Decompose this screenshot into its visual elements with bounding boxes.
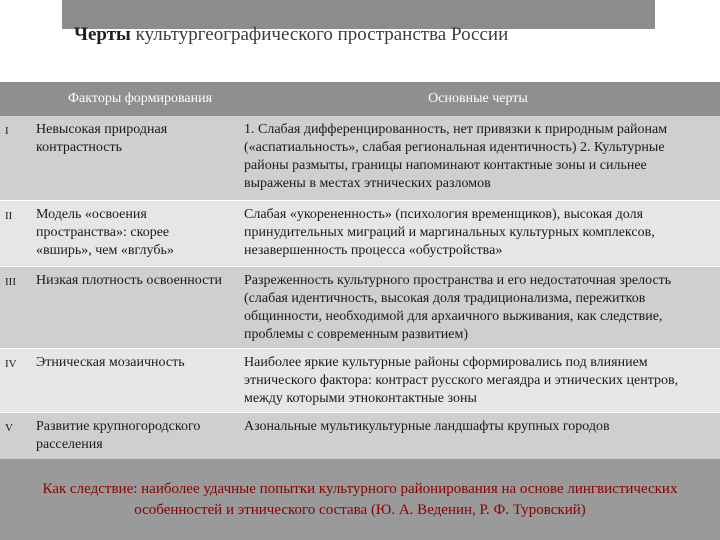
row-feature: Слабая «укорененность» (психология временщиков), высокая доля принудительных миграций и маргинальных культурных комплексов, незавершенность процесса «обустройства»: [236, 200, 720, 266]
row-number: I: [0, 116, 28, 200]
features-table: [0, 82, 720, 460]
table-row: [0, 200, 720, 266]
title-rest: культургеографического пространства России: [130, 24, 509, 45]
row-factor: Низкая плотность освоенности: [28, 266, 236, 348]
row-factor: Развитие крупногородского расселения: [28, 412, 236, 459]
row-factor: Невысокая природная контрастность: [28, 116, 236, 200]
row-number: III: [0, 266, 28, 348]
row-number: V: [0, 412, 28, 459]
header-num: [0, 82, 28, 116]
header-factors: Факторы формирования: [28, 82, 236, 116]
title-bold: Черты: [74, 24, 131, 45]
table-row: [0, 412, 720, 459]
table-header-row: [0, 82, 720, 116]
slide-title: [74, 24, 508, 46]
table-row: [0, 266, 720, 348]
table-row: [0, 116, 720, 200]
row-factor: Этническая мозаичность: [28, 348, 236, 412]
row-number: II: [0, 200, 28, 266]
row-feature: Наиболее яркие культурные районы сформировались под влиянием этнического фактора: контраст русского мегаядра и этнических центров, между которыми этноконтактные зоны: [236, 348, 720, 412]
footer-conclusion: Как следствие: наиболее удачные попытки культурного районирования на основе лингвистических особенностей и этнического состава (Ю. А. Веденин, Р. Ф. Туровский): [42, 481, 678, 518]
row-number: IV: [0, 348, 28, 412]
header-features: Основные черты: [236, 82, 720, 116]
row-feature: Азональные мультикультурные ландшафты крупных городов: [236, 412, 720, 459]
table-row: [0, 348, 720, 412]
row-feature: Разреженность культурного пространства и его недостаточная зрелость (слабая идентичность, высокая доля традиционализма, пережитков общинности, необходимой для архаичного выживания, как следствие, проблемы с современным развитием): [236, 266, 720, 348]
row-factor: Модель «освоения пространства»: скорее «вширь», чем «вглубь»: [28, 200, 236, 266]
row-feature: 1. Слабая дифференцированность, нет привязки к природным районам («аспатиальность», слабая региональная идентичность) 2. Культурные районы размыты, границы напоминают контактные зоны и сильнее выражены в местах этнических разломов: [236, 116, 720, 200]
